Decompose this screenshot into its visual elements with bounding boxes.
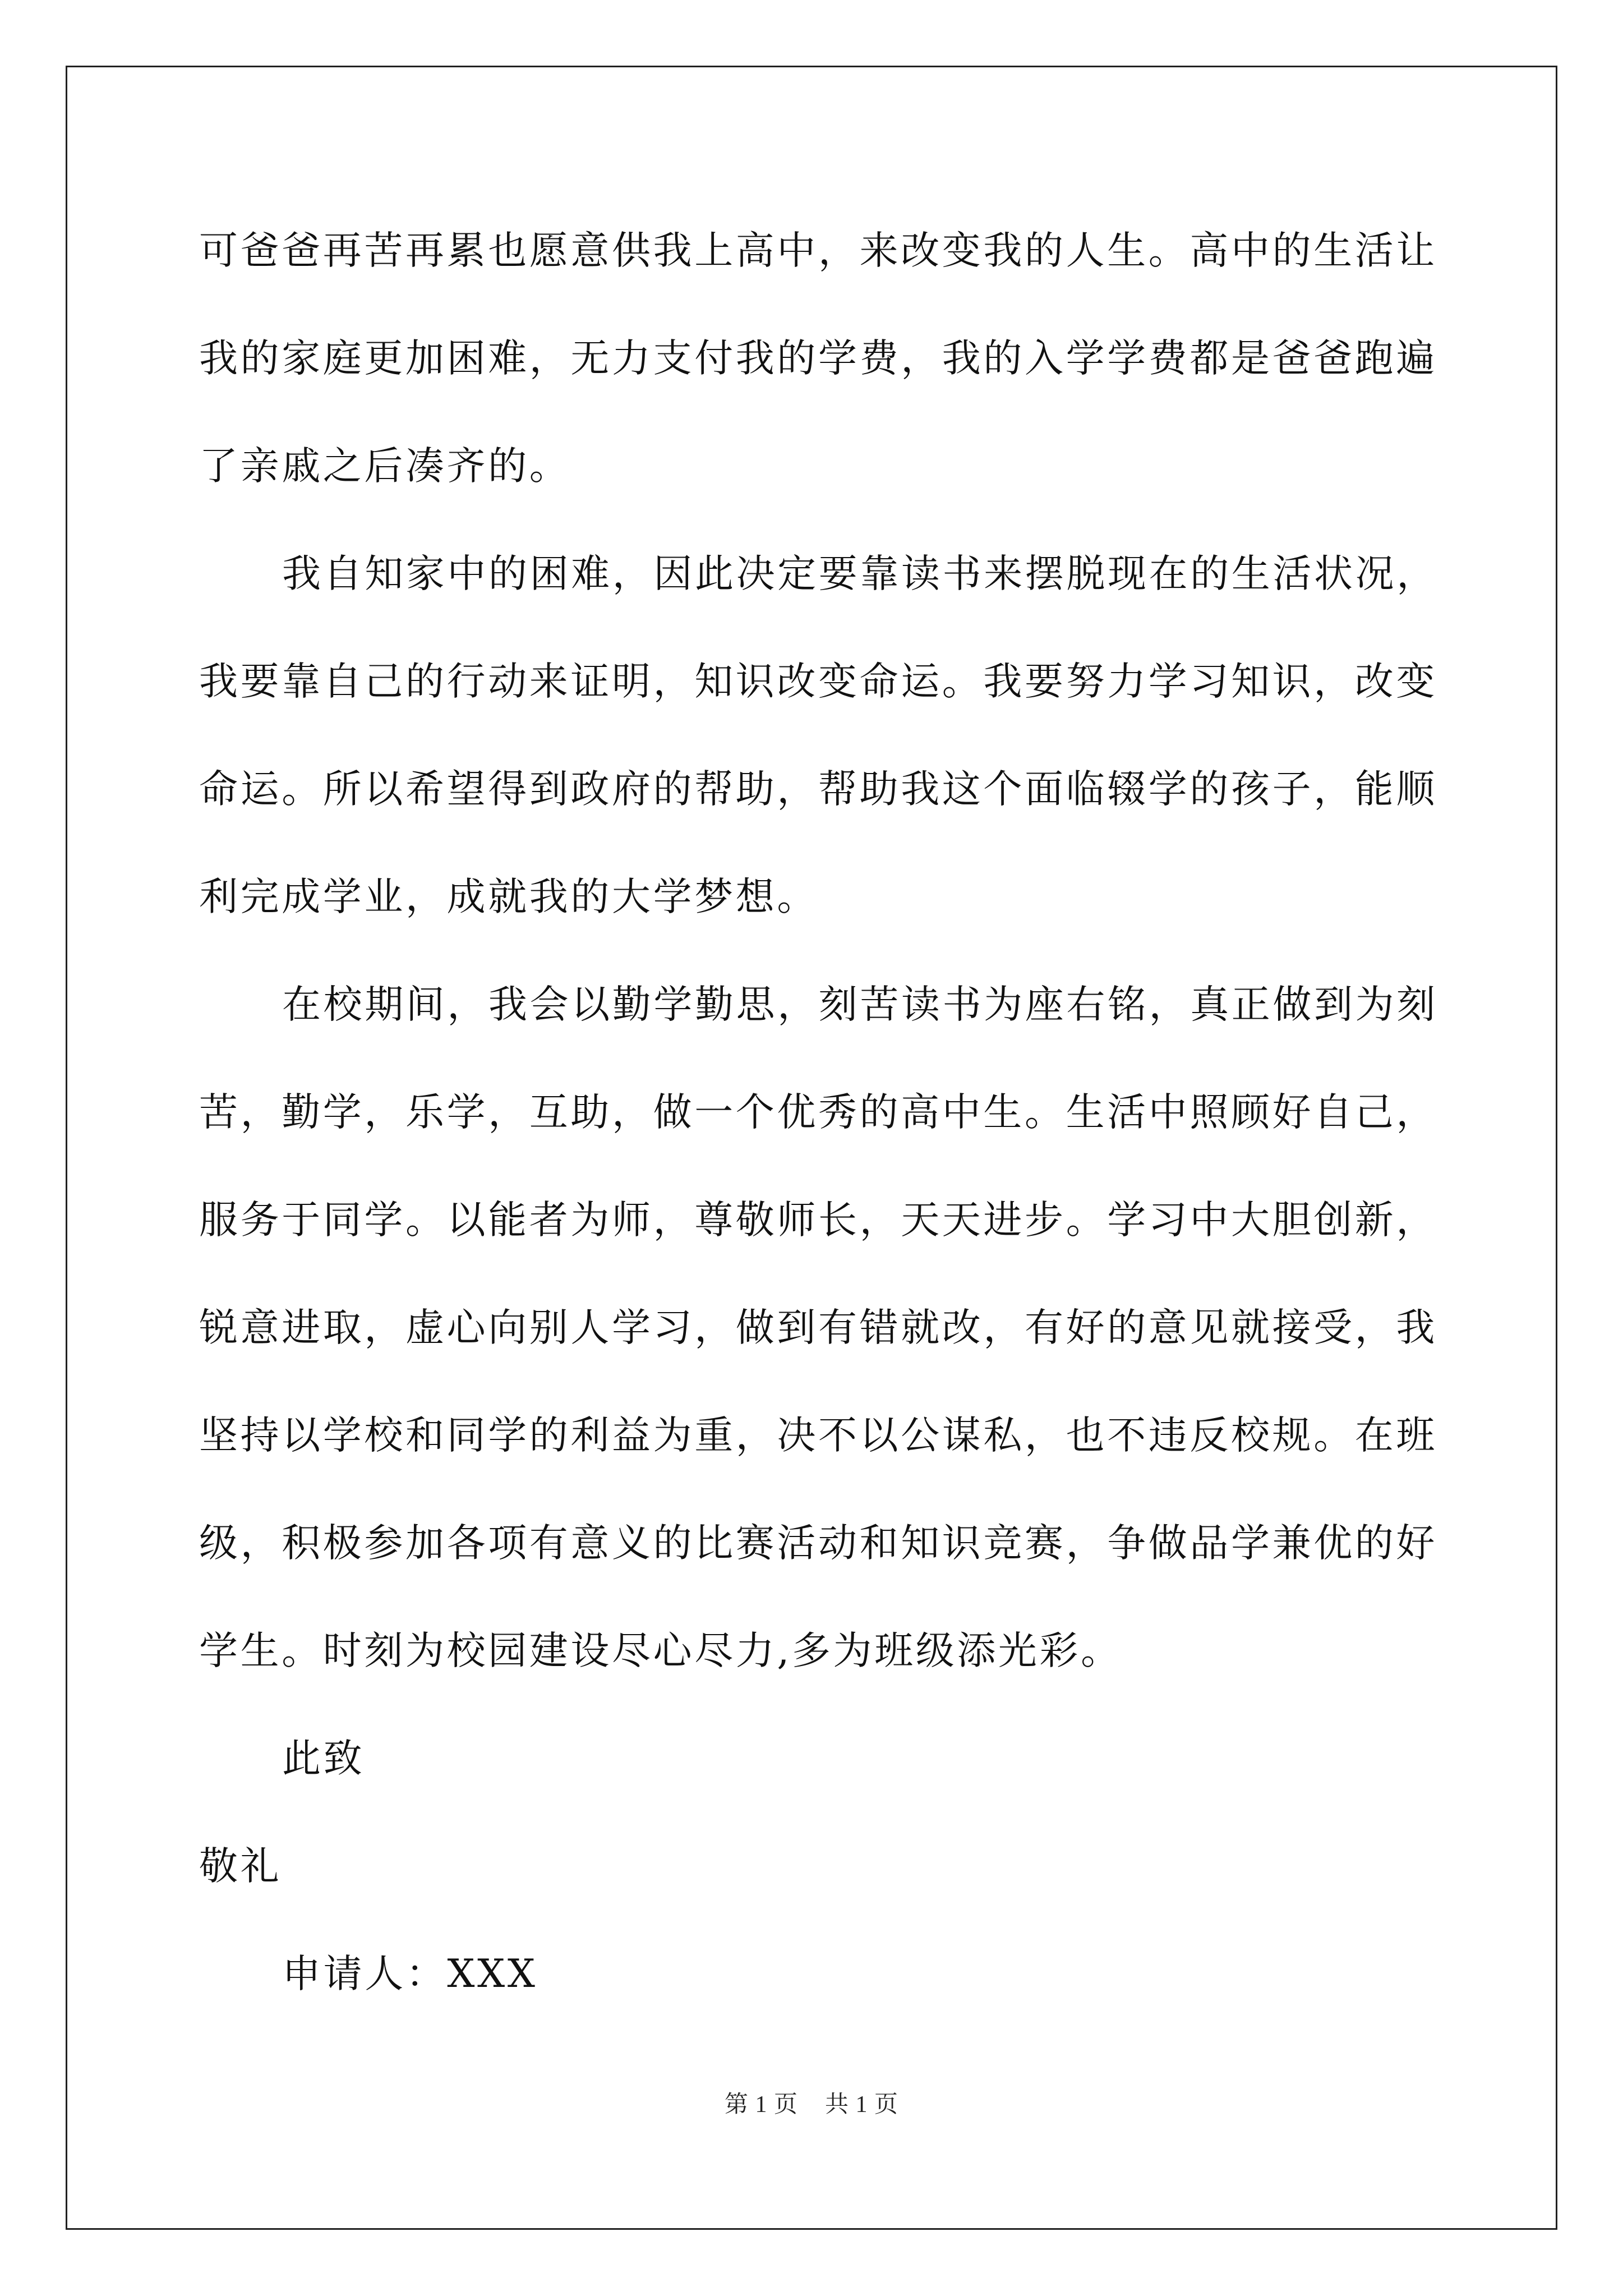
- body-line: 利完成学业，成就我的大学梦想。: [199, 875, 818, 919]
- page-total: 共 1 页: [825, 2092, 899, 2118]
- body-line: 命运。所以希望得到政府的帮助，帮助我这个面临辍学的孩子，能顺: [199, 767, 1437, 812]
- body-line: 了亲戚之后凑齐的。: [199, 444, 571, 489]
- paragraph-start-line: 我自知家中的困难，因此决定要靠读书来摆脱现在的生活状况，: [282, 551, 1438, 596]
- page-footer: [0, 2088, 1623, 2122]
- body-line: 服务于同学。以能者为师，尊敬师长，天天进步。学习中大胆创新，: [199, 1198, 1437, 1243]
- closing-regards: 敬礼: [199, 1844, 282, 1889]
- body-line: 锐意进取，虚心向别人学习，做到有错就改，有好的意见就接受，我: [199, 1305, 1437, 1350]
- body-line: 可爸爸再苦再累也愿意供我上高中，来改变我的人生。高中的生活让: [199, 228, 1437, 273]
- body-line: 我要靠自己的行动来证明，知识改变命运。我要努力学习知识，改变: [199, 659, 1437, 704]
- body-line: 我的家庭更加困难，无力支付我的学费，我的入学学费都是爸爸跑遍: [199, 336, 1437, 381]
- closing-salutation: 此致: [282, 1736, 365, 1781]
- letter-body: [199, 222, 1438, 2053]
- body-line: 学生。时刻为校园建设尽心尽力,多为班级添光彩。: [199, 1628, 1122, 1673]
- body-line: 坚持以学校和同学的利益为重，决不以公谋私，也不违反校规。在班: [199, 1413, 1437, 1458]
- page-number: 第 1 页: [724, 2092, 798, 2118]
- applicant-signature: 申请人：XXX: [282, 1952, 538, 1996]
- paragraph-start-line: 在校期间，我会以勤学勤思，刻苦读书为座右铭，真正做到为刻: [282, 982, 1438, 1027]
- body-line: 苦，勤学，乐学，互助，做一个优秀的高中生。生活中照顾好自己，: [199, 1090, 1437, 1135]
- body-line: 级，积极参加各项有意义的比赛活动和知识竞赛，争做品学兼优的好: [199, 1521, 1437, 1566]
